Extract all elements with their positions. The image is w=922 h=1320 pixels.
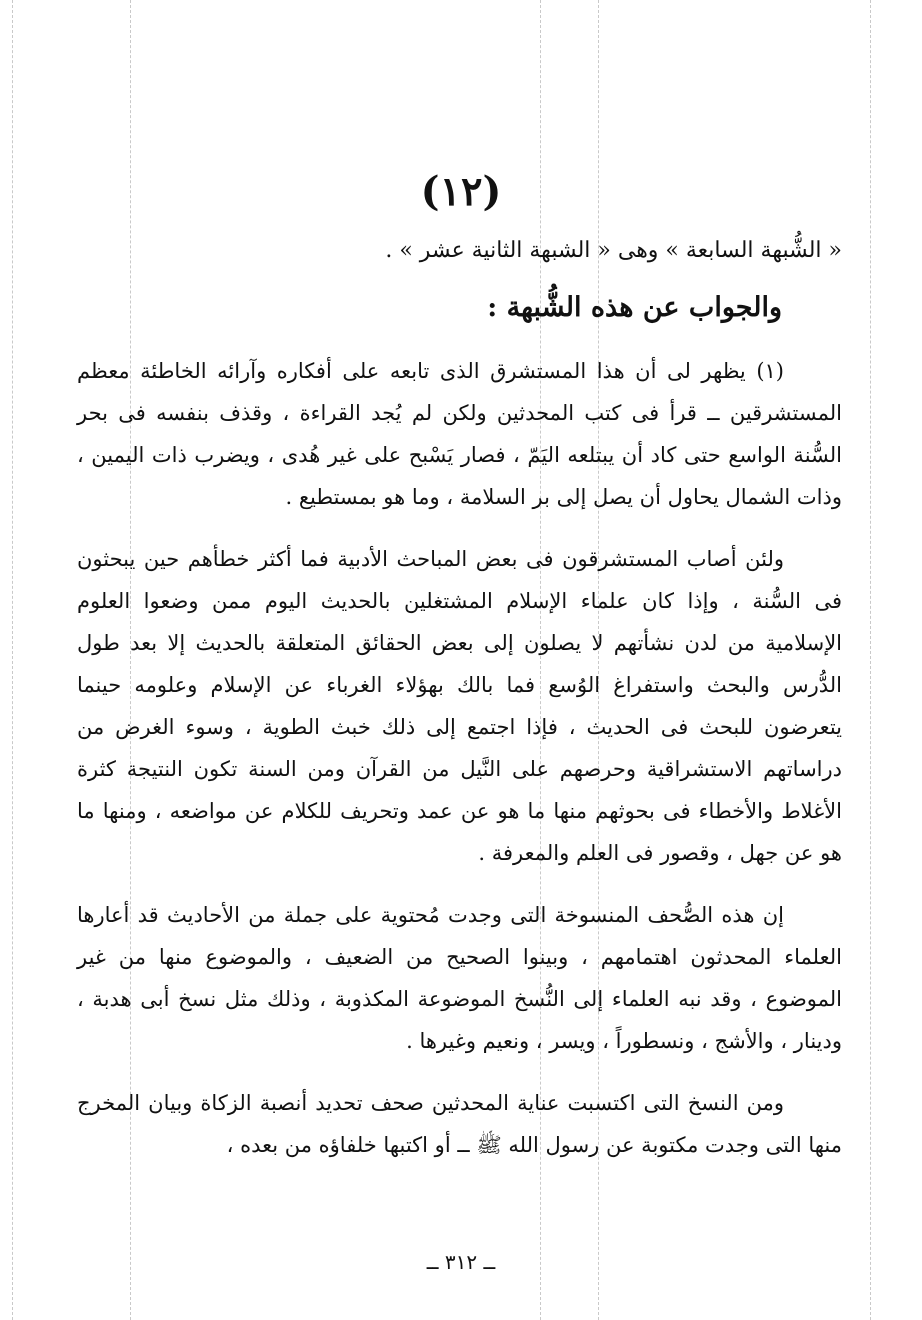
paragraph: ومن النسخ التى اكتسبت عناية المحدثين صحف تحديد أنصبة الزكاة وبيان المخرج منها التى وجدت مكتوبة عن رسول الله ﷺ ــ أو اكتبها خلفاؤه من بعده ، bbox=[77, 1091, 842, 1157]
section-subheading: « الشُّبهة السابعة » وهى « الشبهة الثانية عشر » . bbox=[385, 238, 842, 263]
section-number: (١٢) bbox=[420, 168, 502, 215]
answer-heading: والجواب عن هذه الشُّبهة : bbox=[487, 292, 782, 323]
paragraph: (١) يظهر لى أن هذا المستشرق الذى تابعه على أفكاره وآرائه الخاطئة معظم المستشرقين ــ قرأ فى كتب المحدثين ولكن لم يُجد القراءة ، وقذف بنفسه فى بحر السُّنة الواسع حتى كاد أن يبتلعه اليَمّ ، فصار يَسْبح على غير هُدى ، ويضرب ذات اليمين ، وذات الشمال يحاول أن يصل إلى بر السلامة ، وما هو بمستطيع . bbox=[77, 359, 842, 509]
body-text bbox=[77, 350, 842, 1186]
page-number: ــ ٣١٢ ــ bbox=[426, 1250, 496, 1274]
paragraph: ولئن أصاب المستشرقون فى بعض المباحث الأدبية فما أكثر خطأهم حين يبحثون فى السُّنة ، وإذا كان علماء الإسلام المشتغلين بالحديث اليوم ممن وضعوا العلوم الإسلامية من لدن نشأتهم لا يصلون إلى بعض الحقائق المتعلقة بالحديث إلا بعد طول الدُّرس والبحث واستفراغ الوُسع فما بالك بهؤلاء الغرباء عن الإسلام وعلومه حينما يتعرضون للبحث فى الحديث ، فإذا اجتمع إلى ذلك خبث الطوية ، وسوء الغرض من دراساتهم الاستشراقية وحرصهم على النَّيل من القرآن ومن السنة تكون النتيجة كثرة الأغلاط والأخطاء فى بحوثهم منها ما هو عن عمد وتحريف للكلام عن مواضعه ، ومنها ما هو عن جهل ، وقصور فى العلم والمعرفة . bbox=[77, 547, 842, 865]
paragraph: إن هذه الصُّحف المنسوخة التى وجدت مُحتوية على جملة من الأحاديث قد أعارها العلماء المحدثون اهتمامهم ، وبينوا الصحيح من الضعيف ، والموضوع منها من غير الموضوع ، وقد نبه العلماء إلى النُّسخ الموضوعة المكذوبة ، وذلك مثل نسخ أبى هدبة ، ودينار ، والأشج ، ونسطوراً ، ويسر ، ونعيم وغيرها . bbox=[77, 903, 842, 1053]
